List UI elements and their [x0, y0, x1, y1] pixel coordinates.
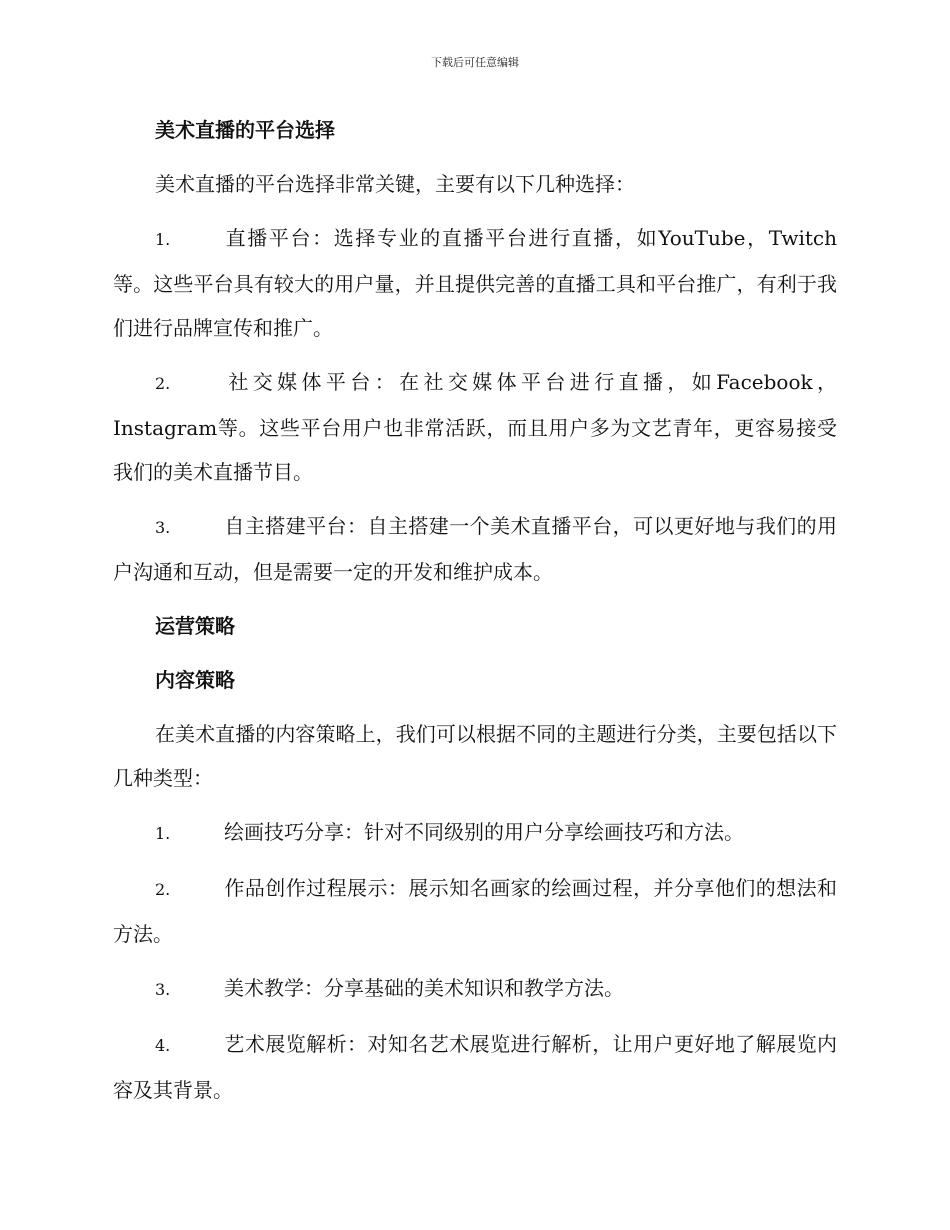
list-number: 4. [155, 1036, 171, 1055]
list-number: 2. [155, 880, 171, 899]
list-item-text: 艺术展览解析：对知名艺术展览进行解析，让用户更好地了解展览内容及其背景。 [113, 1032, 837, 1102]
list-item [113, 966, 837, 1012]
list-item-text: 社交媒体平台：在社交媒体平台进行直播，如Facebook，Instagram等。这些平台用户也非常活跃，而且用户多为文艺青年，更容易接受我们的美术直播节目。 [113, 370, 837, 484]
list-number: 1. [155, 824, 171, 843]
section-heading-operation: 运营策略 [155, 614, 235, 638]
list-number: 3. [155, 518, 171, 537]
list-number: 1. [155, 230, 171, 249]
list-item-text: 美术教学：分享基础的美术知识和教学方法。 [224, 976, 624, 1000]
list-number: 3. [155, 980, 171, 999]
list-item [113, 504, 837, 594]
list-item-text: 作品创作过程展示：展示知名画家的绘画过程，并分享他们的想法和方法。 [113, 876, 837, 946]
document-body [113, 108, 837, 1122]
list-item [113, 216, 837, 350]
platform-intro-paragraph: 美术直播的平台选择非常关键，主要有以下几种选择： [155, 172, 635, 196]
content-intro-paragraph: 在美术直播的内容策略上，我们可以根据不同的主题进行分类，主要包括以下几种类型： [113, 722, 837, 790]
list-item-text: 直播平台：选择专业的直播平台进行直播，如YouTube，Twitch等。这些平台具有较大的用户量，并且提供完善的直播工具和平台推广，有利于我们进行品牌宣传和推广。 [113, 226, 837, 340]
list-item [113, 360, 837, 494]
list-number: 2. [155, 374, 171, 393]
page-header: 下载后可任意编辑 [431, 56, 519, 69]
list-item [113, 810, 837, 856]
list-item [113, 1022, 837, 1112]
section-heading-content: 内容策略 [155, 668, 235, 692]
list-item [113, 866, 837, 956]
section-heading-platform: 美术直播的平台选择 [155, 118, 335, 142]
list-item-text: 绘画技巧分享：针对不同级别的用户分享绘画技巧和方法。 [224, 820, 744, 844]
list-item-text: 自主搭建平台：自主搭建一个美术直播平台，可以更好地与我们的用户沟通和互动，但是需要一定的开发和维护成本。 [113, 514, 837, 584]
